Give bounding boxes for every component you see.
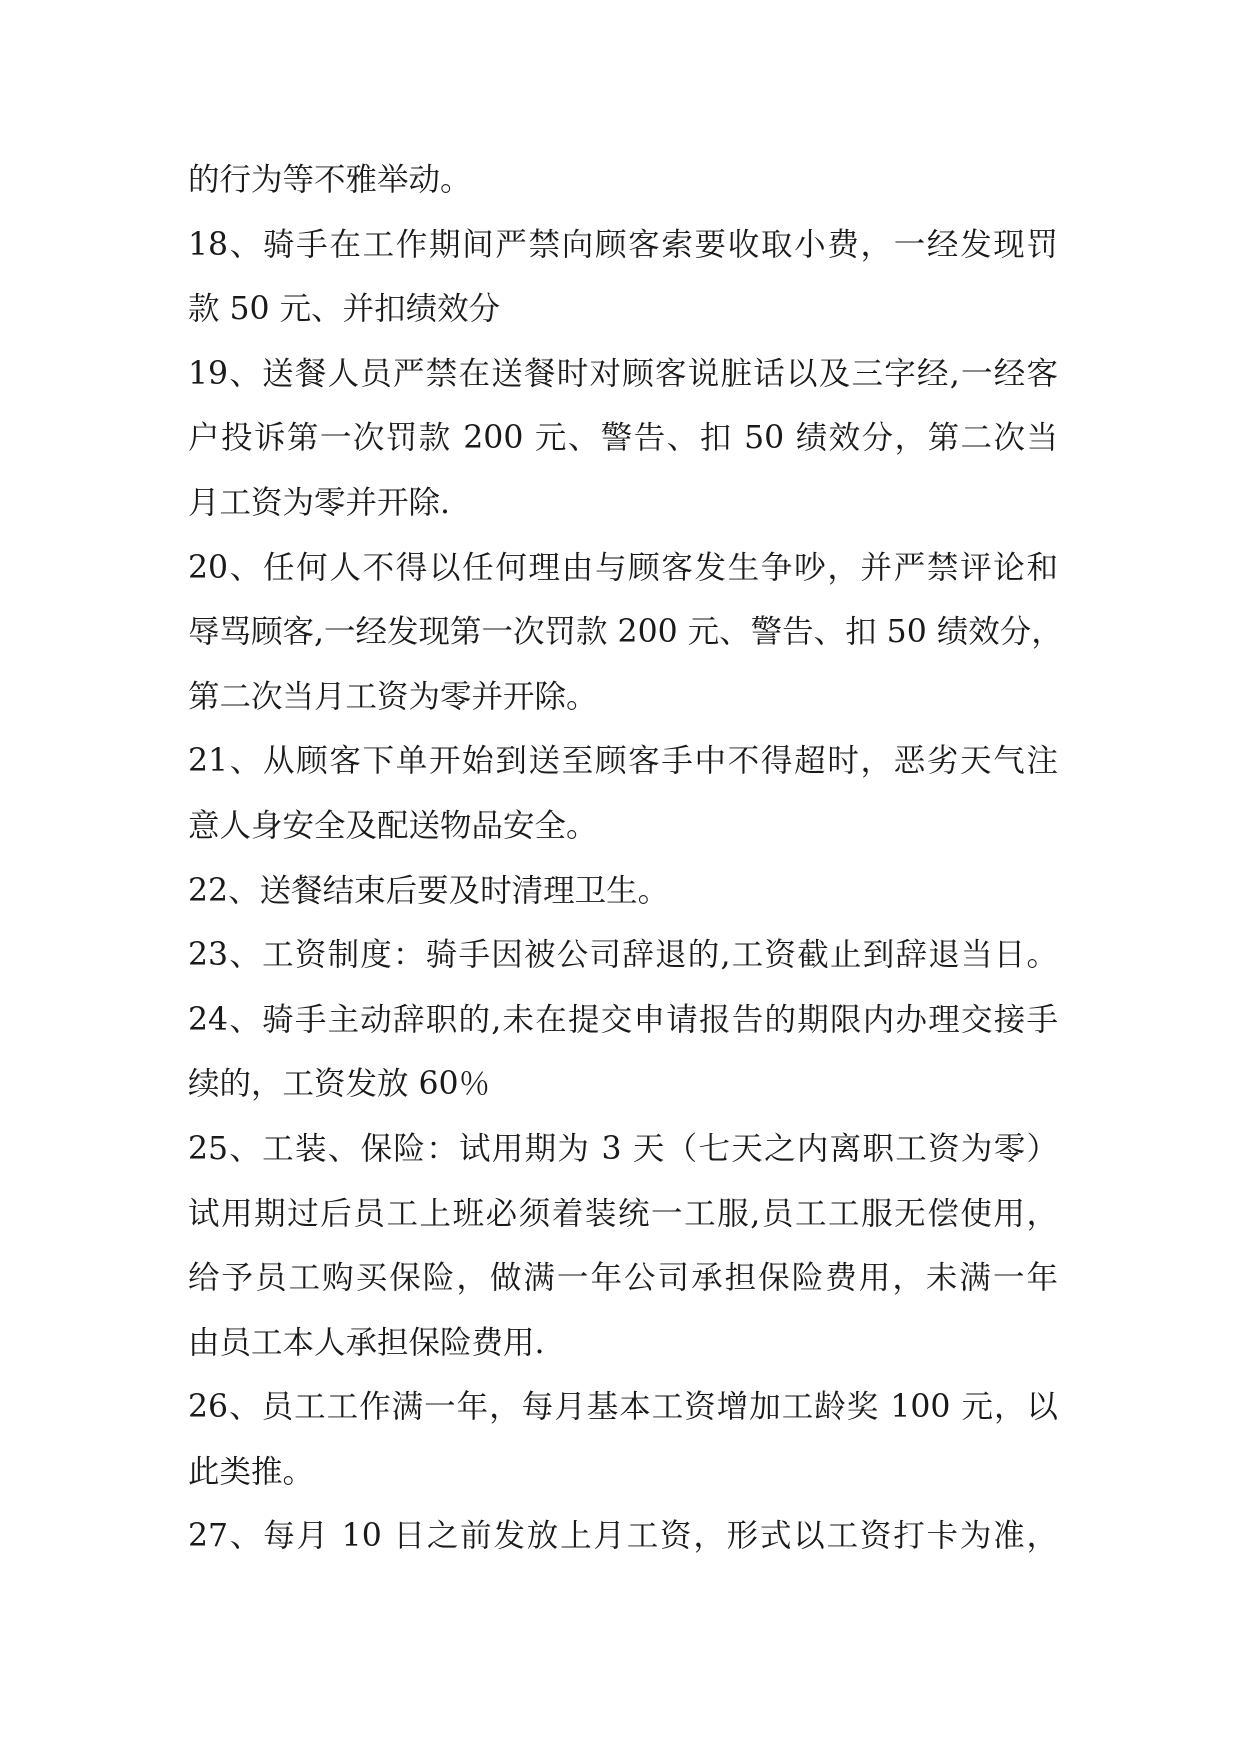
text-line: 给予员工购买保险，做满一年公司承担保险费用，未满一年 (188, 1260, 1058, 1297)
text-line: 由员工本人承担保险费用. (188, 1324, 545, 1361)
text-line: 21、从顾客下单开始到送至顾客手中不得超时，恶劣天气注 (188, 743, 1058, 780)
text-line: 22、送餐结束后要及时清理卫生。 (188, 872, 670, 909)
document-body (188, 148, 1063, 1569)
text-line: 第二次当月工资为零并开除。 (188, 678, 598, 715)
text-line: 18、骑手在工作期间严禁向顾客索要收取小费，一经发现罚 (188, 226, 1058, 263)
text-line: 辱骂顾客,一经发现第一次罚款 200 元、警告、扣 50 绩效分， (188, 614, 1063, 651)
text-line: 24、骑手主动辞职的,未在提交申请报告的期限内办理交接手 (188, 1001, 1058, 1038)
text-line: 23、工资制度：骑手因被公司辞退的,工资截止到辞退当日。 (188, 937, 1058, 974)
text-line: 19、送餐人员严禁在送餐时对顾客说脏话以及三字经,一经客 (188, 355, 1058, 392)
text-line: 的行为等不雅举动。 (188, 162, 472, 198)
text-line: 此类推。 (188, 1453, 315, 1490)
text-line: 款 50 元、并扣绩效分 (188, 291, 501, 328)
text-line: 20、任何人不得以任何理由与顾客发生争吵，并严禁评论和 (188, 549, 1058, 586)
text-line: 月工资为零并开除. (188, 484, 451, 521)
text-line: 27、每月 10 日之前发放上月工资，形式以工资打卡为准， (188, 1518, 1058, 1555)
text-line: 意人身安全及配送物品安全。 (188, 807, 598, 844)
text-line: 26、员工工作满一年，每月基本工资增加工龄奖 100 元，以 (188, 1389, 1058, 1426)
text-line: 25、工装、保险：试用期为 3 天（七天之内离职工资为零） (188, 1130, 1058, 1167)
text-line: 续的，工资发放 60％ (188, 1066, 491, 1103)
text-line: 试用期过后员工上班必须着装统一工服,员工工服无偿使用， (188, 1195, 1058, 1232)
text-line: 户投诉第一次罚款 200 元、警告、扣 50 绩效分，第二次当 (188, 420, 1058, 457)
